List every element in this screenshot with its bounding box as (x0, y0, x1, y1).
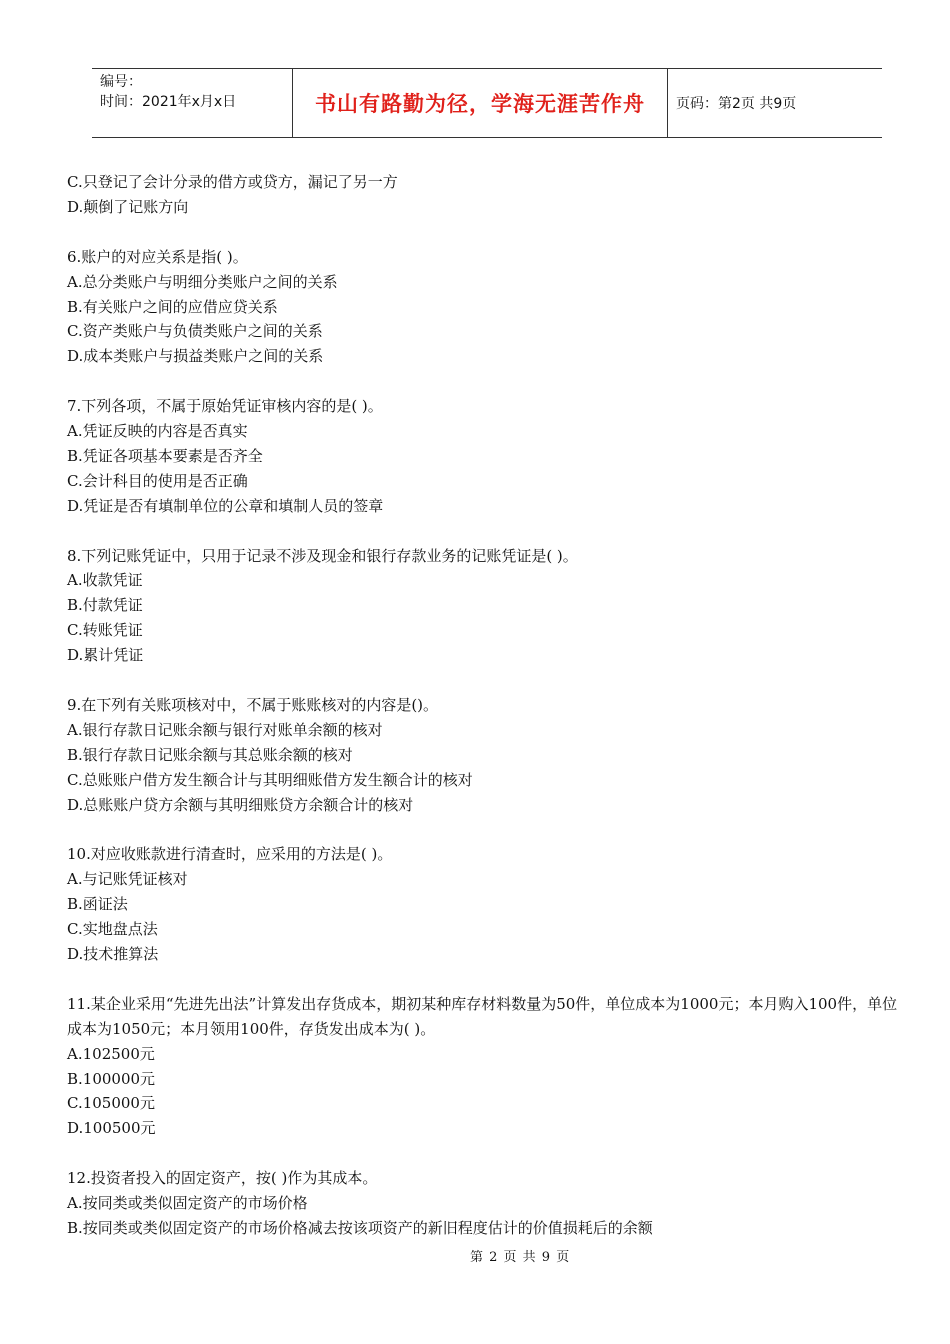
question-line: C.只登记了会计分录的借方或贷方，漏记了另一方 (67, 173, 398, 191)
question-line: C.105000元 (67, 1094, 155, 1113)
question-line: D.总账账户贷方余额与其明细账贷方余额合计的核对 (67, 795, 414, 814)
question-line: A.总分类账户与明细分类账户之间的关系 (67, 272, 338, 291)
question-block (67, 544, 899, 669)
question-block (67, 245, 899, 370)
question-block (67, 170, 899, 220)
question-line: A.凭证反映的内容是否真实 (67, 422, 248, 441)
question-block (67, 842, 899, 967)
question-line: B.银行存款日记账余额与其总账余额的核对 (67, 745, 353, 764)
question-line: B.凭证各项基本要素是否齐全 (67, 446, 263, 465)
question-line: A.102500元 (67, 1044, 155, 1063)
document-header (92, 68, 882, 138)
question-block (67, 1166, 899, 1241)
question-line: D.成本类账户与损益类账户之间的关系 (67, 347, 324, 366)
question-line: B.函证法 (67, 895, 128, 914)
page-footer: 第 2 页 共 9 页 (470, 1250, 571, 1265)
question-line: A.按同类或类似固定资产的市场价格 (67, 1194, 308, 1213)
question-line: C.实地盘点法 (67, 920, 158, 939)
question-line: C.会计科目的使用是否正确 (67, 471, 248, 490)
question-line: B.付款凭证 (67, 596, 143, 615)
question-line: A.银行存款日记账余额与银行对账单余额的核对 (67, 720, 383, 739)
question-block (67, 394, 899, 519)
question-stem: 11.某企业采用“先进先出法”计算发出存货成本，期初某种库存材料数量为50件，单位成本为1000元；本月购入100件，单位成本为1050元；本月领用100件，存货发出成本为( )。 (67, 994, 898, 1038)
question-stem: 7.下列各项，不属于原始凭证审核内容的是( )。 (67, 397, 383, 416)
document-number-label: 编号： (100, 74, 142, 90)
question-line: A.收款凭证 (67, 571, 143, 590)
question-line: B.按同类或类似固定资产的市场价格减去按该项资产的新旧程度估计的价值损耗后的余额 (67, 1218, 653, 1237)
question-line: C.总账账户借方发生额合计与其明细账借方发生额合计的核对 (67, 770, 473, 789)
question-line: D.累计凭证 (67, 646, 144, 665)
question-stem: 12.投资者投入的固定资产，按( )作为其成本。 (67, 1169, 378, 1188)
header-meta (92, 69, 292, 137)
question-line: D.技术推算法 (67, 945, 159, 964)
question-stem: 6.账户的对应关系是指( )。 (67, 247, 248, 266)
question-block (67, 693, 899, 818)
question-stem: 9.在下列有关账项核对中，不属于账账核对的内容是()。 (67, 695, 439, 714)
question-line: D.凭证是否有填制单位的公章和填制人员的签章 (67, 496, 384, 515)
question-stem: 8.下列记账凭证中，只用于记录不涉及现金和银行存款业务的记账凭证是( )。 (67, 546, 578, 565)
header-page-info: 页码：第2页 共9页 (676, 96, 797, 112)
question-line: C.资产类账户与负债类账户之间的关系 (67, 322, 323, 341)
question-line: D.颠倒了记账方向 (67, 197, 189, 216)
question-line: D.100500元 (67, 1119, 156, 1138)
document-time-label: 时间：2021年x月x日 (100, 94, 237, 110)
question-line: A.与记账凭证核对 (67, 870, 188, 889)
header-motto: 书山有路勤为径，学海无涯苦作舟 (292, 69, 668, 137)
question-list (67, 170, 899, 1266)
question-line: B.100000元 (67, 1069, 156, 1088)
question-line: C.转账凭证 (67, 621, 143, 640)
question-block (67, 992, 899, 1141)
question-line: B.有关账户之间的应借应贷关系 (67, 297, 278, 316)
question-stem: 10.对应收账款进行清查时，应采用的方法是( )。 (67, 845, 393, 864)
